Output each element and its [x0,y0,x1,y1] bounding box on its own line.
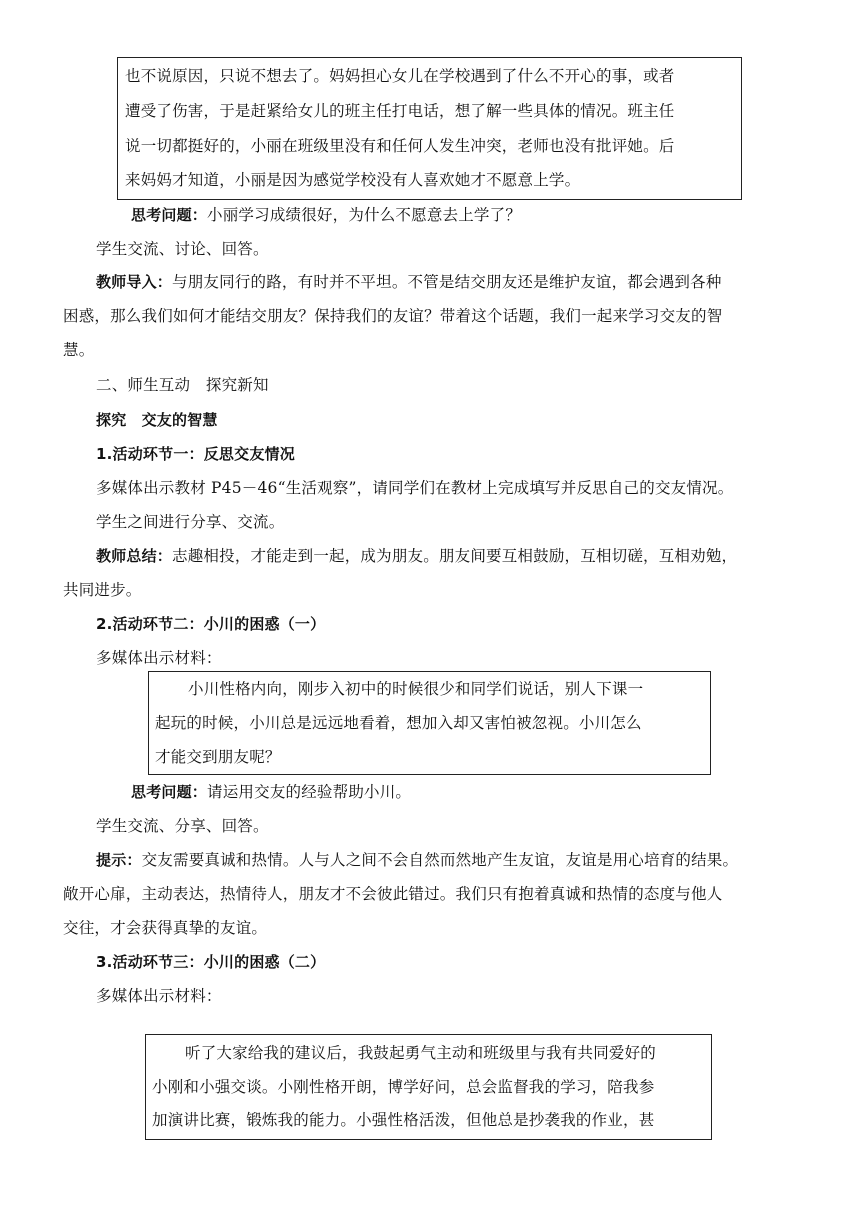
teacher-intro [96,272,722,292]
activity-2-media: 多媒体出示材料： [96,649,222,667]
summary-text: 志趣相投，才能走到一起，成为朋友。朋友间要互相鼓励，互相切磋，互相劝勉， [172,547,738,565]
question-1 [131,205,521,225]
activity-1-text: 多媒体出示教材 P45－46“生活观察”，请同学们在教材上完成填写并反思自己的交友情况。 [96,479,734,497]
case-1-line: 来妈妈才知道，小丽是因为感觉学校没有人喜欢她才不愿意上学。 [125,171,581,189]
case-1-line: 遭受了伤害，于是赶紧给女儿的班主任打电话，想了解一些具体的情况。班主任 [125,102,675,120]
tip-label: 提示： [96,851,142,869]
question-label: 思考问题： [131,783,208,801]
tip-line-2: 敞开心扉，主动表达，热情待人，朋友才不会彼此错过。我们只有抱着真诚和热情的态度与他人 [63,885,723,903]
case-3-line: 听了大家给我的建议后，我鼓起勇气主动和班级里与我有共同爱好的 [185,1044,657,1062]
activity-2-heading: 2.活动环节二：小川的困惑（一） [96,615,326,633]
tip [96,850,738,870]
case-2-line: 起玩的时候，小川总是远远地看着，想加入却又害怕被忽视。小川怎么 [155,714,642,732]
section-heading-2: 二、师生互动 探究新知 [96,376,269,394]
intro-text: 与朋友同行的路，有时并不平坦。不管是结交朋友还是维护友谊，都会遇到各种 [172,273,722,291]
summary-label: 教师总结： [96,547,173,565]
question-2 [131,782,411,802]
case-2-line: 小川性格内向，刚步入初中的时候很少和同学们说话，别人下课一 [188,680,644,698]
case-1-line: 也不说原因，只说不想去了。妈妈担心女儿在学校遇到了什么不开心的事，或者 [125,67,675,85]
teacher-summary [96,546,737,566]
question-text: 小丽学习成绩很好，为什么不愿意去上学了？ [207,206,522,224]
explore-heading: 探究 交友的智慧 [96,411,218,429]
summary-line-2: 共同进步。 [63,581,142,599]
tip-line-3: 交往，才会获得真挚的友谊。 [63,919,268,937]
tip-text: 交友需要真诚和热情。人与人之间不会自然而然地产生友谊，友谊是用心培育的结果。 [141,851,739,869]
activity-3-media: 多媒体出示材料： [96,987,222,1005]
activity-1-heading: 1.活动环节一：反思交友情况 [96,445,295,463]
intro-label: 教师导入： [96,273,173,291]
case-1-line: 说一切都挺好的，小丽在班级里没有和任何人发生冲突，老师也没有批评她。后 [125,137,675,155]
student-response-1: 学生交流、讨论、回答。 [96,240,269,258]
question-label: 思考问题： [131,206,208,224]
intro-line-3: 慧。 [63,341,95,359]
case-2-line: 才能交到朋友呢？ [155,748,281,766]
question-text: 请运用交友的经验帮助小川。 [207,783,412,801]
activity-1-share: 学生之间进行分享、交流。 [96,513,285,531]
student-response-2: 学生交流、分享、回答。 [96,817,269,835]
case-3-line: 加演讲比赛，锻炼我的能力。小强性格活泼，但他总是抄袭我的作业，甚 [152,1111,655,1129]
case-3-line: 小刚和小强交谈。小刚性格开朗，博学好问，总会监督我的学习，陪我参 [152,1078,655,1096]
activity-3-heading: 3.活动环节三：小川的困惑（二） [96,953,326,971]
intro-line-2: 困惑，那么我们如何才能结交朋友？保持我们的友谊？带着这个话题，我们一起来学习交友的智 [63,307,723,325]
